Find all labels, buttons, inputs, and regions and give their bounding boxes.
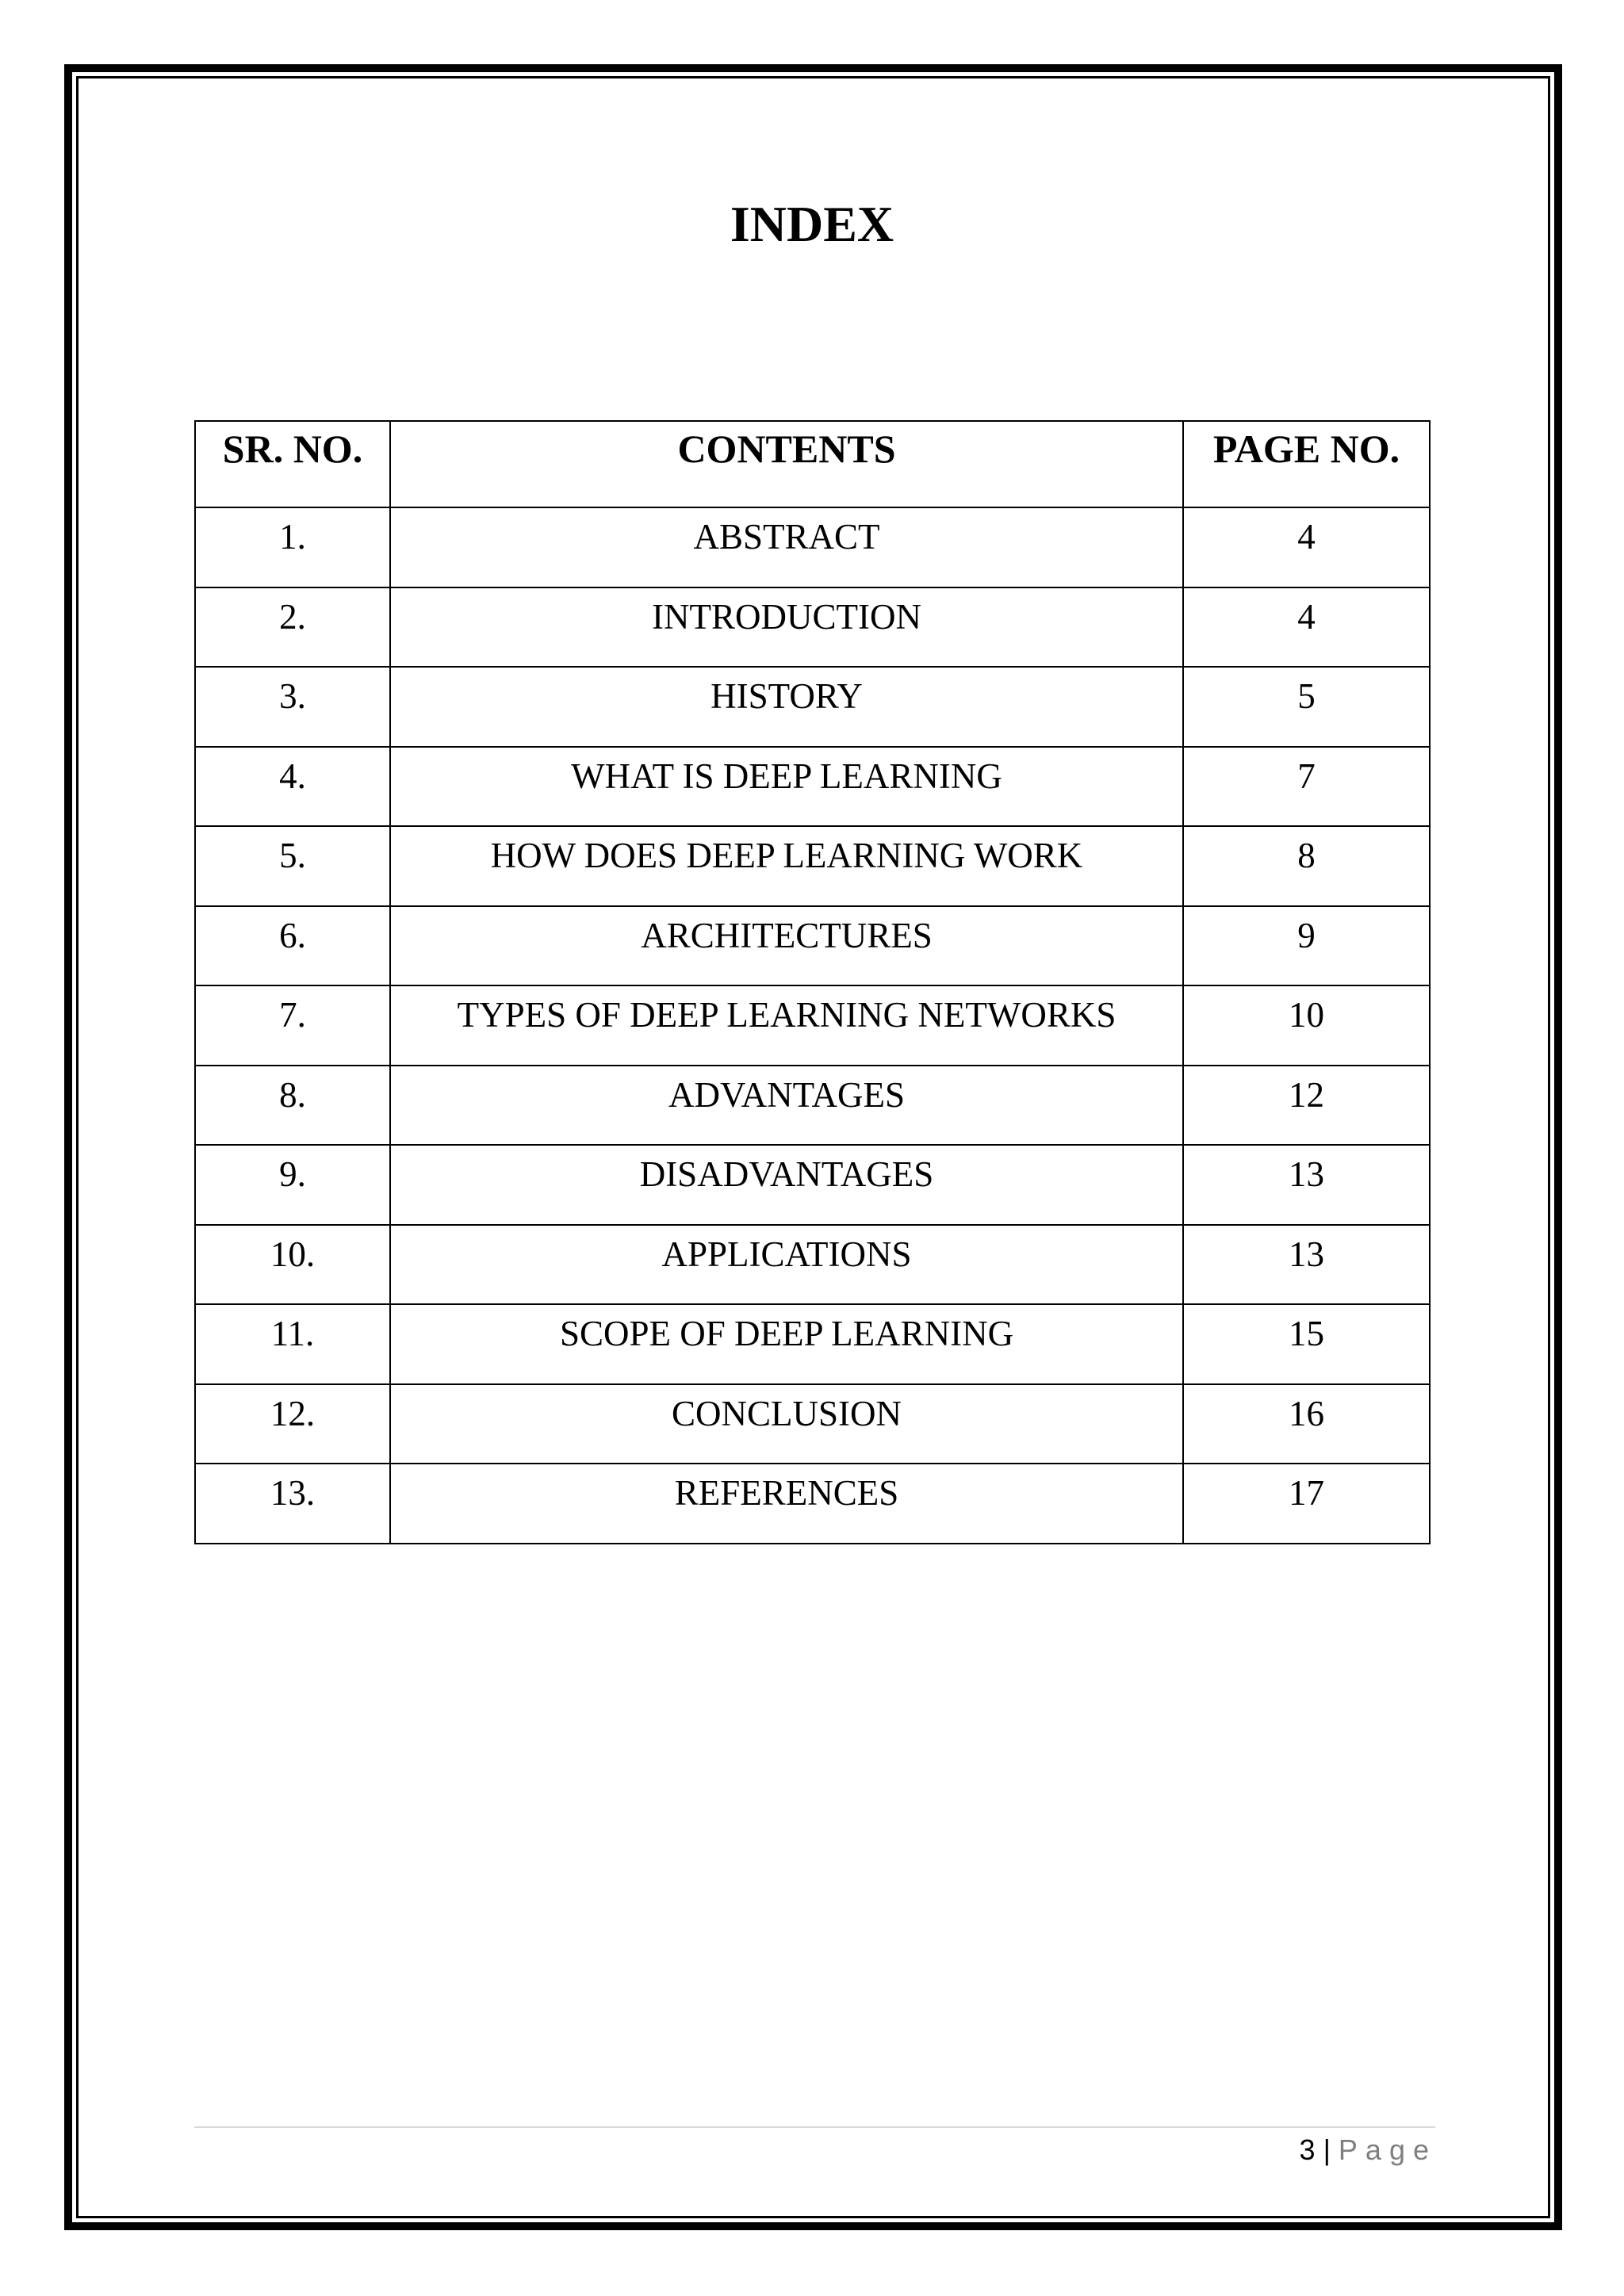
row-content: HISTORY [390,667,1183,747]
footer-page-label: Page [1338,2133,1437,2166]
row-page-no: 10 [1183,985,1430,1066]
row-content: ADVANTAGES [390,1066,1183,1146]
table-row [195,747,1430,827]
footer-page-number: 3 [1299,2133,1316,2166]
row-content: REFERENCES [390,1464,1183,1544]
row-content: TYPES OF DEEP LEARNING NETWORKS [390,985,1183,1066]
row-page-no: 4 [1183,587,1430,668]
row-page-no: 13 [1183,1225,1430,1305]
table-row [195,587,1430,668]
row-page-no: 5 [1183,667,1430,747]
table-row [195,1225,1430,1305]
table-row [195,985,1430,1066]
row-page-no: 13 [1183,1145,1430,1225]
row-sr-no: 11. [195,1304,390,1384]
row-page-no: 15 [1183,1304,1430,1384]
row-page-no: 12 [1183,1066,1430,1146]
row-sr-no: 4. [195,747,390,827]
row-content: CONCLUSION [390,1384,1183,1464]
footer-divider [194,2126,1435,2128]
table-row [195,1145,1430,1225]
table-row [195,507,1430,587]
row-content: ARCHITECTURES [390,906,1183,986]
row-content: WHAT IS DEEP LEARNING [390,747,1183,827]
row-sr-no: 1. [195,507,390,587]
row-sr-no: 2. [195,587,390,668]
table-header-row [195,421,1430,507]
row-page-no: 17 [1183,1464,1430,1544]
row-content: INTRODUCTION [390,587,1183,668]
row-content: SCOPE OF DEEP LEARNING [390,1304,1183,1384]
table-row [195,1464,1430,1544]
table-row [195,1384,1430,1464]
footer-separator: | [1323,2133,1331,2166]
table-row [195,906,1430,986]
row-page-no: 7 [1183,747,1430,827]
row-sr-no: 10. [195,1225,390,1305]
header-sr-no: SR. NO. [195,421,390,507]
row-content: DISADVANTAGES [390,1145,1183,1225]
row-sr-no: 13. [195,1464,390,1544]
table-row [195,1304,1430,1384]
row-page-no: 9 [1183,906,1430,986]
table-row [195,1066,1430,1146]
page-footer [1300,2133,1437,2168]
header-page-no: PAGE NO. [1183,421,1430,507]
row-content: ABSTRACT [390,507,1183,587]
row-content: HOW DOES DEEP LEARNING WORK [390,826,1183,906]
index-table-body [195,507,1430,1544]
row-sr-no: 6. [195,906,390,986]
row-sr-no: 3. [195,667,390,747]
row-page-no: 4 [1183,507,1430,587]
row-sr-no: 5. [195,826,390,906]
row-page-no: 16 [1183,1384,1430,1464]
row-sr-no: 9. [195,1145,390,1225]
index-table [194,420,1431,1544]
row-sr-no: 12. [195,1384,390,1464]
table-row [195,667,1430,747]
row-page-no: 8 [1183,826,1430,906]
row-sr-no: 8. [195,1066,390,1146]
row-sr-no: 7. [195,985,390,1066]
page-title: INDEX [730,196,894,252]
table-row [195,826,1430,906]
header-contents: CONTENTS [390,421,1183,507]
row-content: APPLICATIONS [390,1225,1183,1305]
